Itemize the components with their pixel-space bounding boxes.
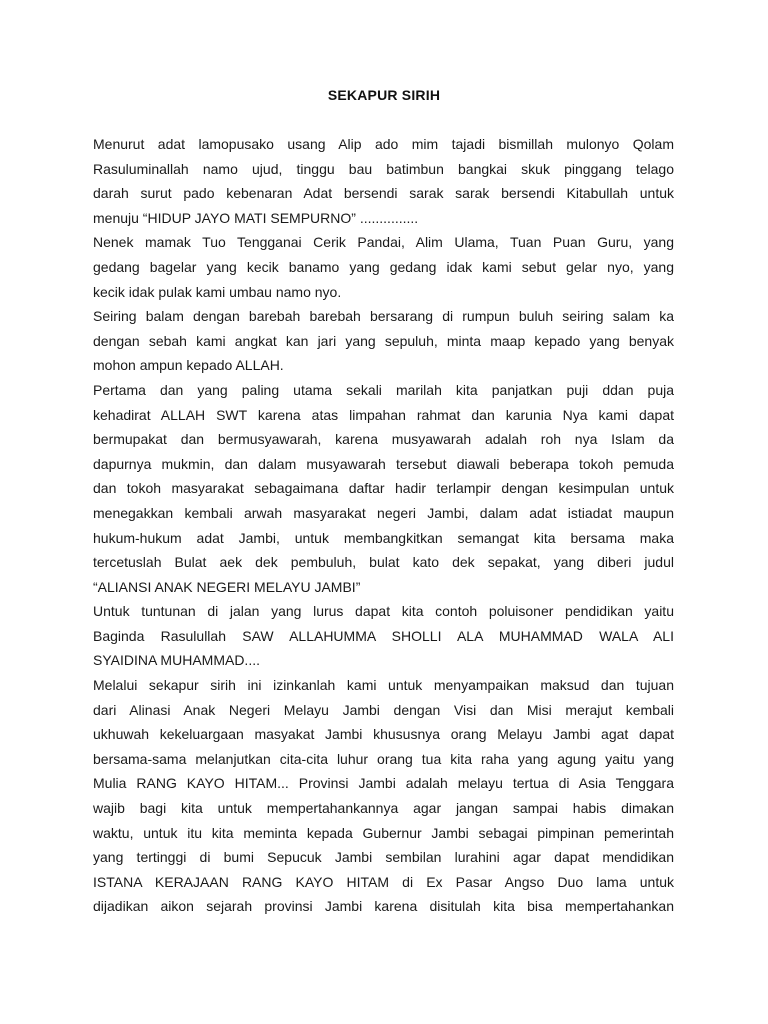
body-text-line: Untuk tuntunan di jalan yang lurus dapat kita contoh poluisoner pendidikan yaitu	[93, 603, 674, 620]
body-text-line: Pertama dan yang paling utama sekali marilah kita panjatkan puji ddan puja	[93, 381, 674, 398]
body-text-line: ISTANA KERAJAAN RANG KAYO HITAM di Ex Pasar Angso Duo lama untuk	[93, 873, 674, 890]
body-text-line: dan tokoh masyarakat sebagaimana daftar hadir terlampir dengan kesimpulan untuk	[93, 480, 674, 497]
body-text-line: Melalui sekapur sirih ini izinkanlah kami untuk menyampaikan maksud dan tujuan	[93, 677, 674, 694]
body-text-line: hukum-hukum adat Jambi, untuk membangkitkan semangat kita bersama maka	[93, 529, 674, 546]
body-text-line: Mulia RANG KAYO HITAM... Provinsi Jambi adalah melayu tertua di Asia Tenggara	[93, 775, 674, 792]
body-text-line: yang tertinggi di bumi Sepucuk Jambi sembilan lurahini agar dapat mendidikan	[93, 849, 674, 866]
body-text-line: dapurnya mukmin, dan dalam musyawarah tersebut diawali beberapa tokoh pemuda	[93, 455, 674, 472]
body-text-line: kehadirat ALLAH SWT karena atas limpahan rahmat dan karunia Nya kami dapat	[93, 406, 674, 423]
body-text-line: Baginda Rasulullah SAW ALLAHUMMA SHOLLI ALA MUHAMMAD WALA ALI	[93, 627, 674, 644]
body-text-line: Menurut adat lamopusako usang Alip ado mim tajadi bismillah mulonyo Qolam	[93, 136, 674, 152]
body-text-line: SYAIDINA MUHAMMAD....	[93, 652, 260, 669]
body-text-line: dengan sebah kami angkat kan jari yang sepuluh, minta maap kepado yang benyak	[93, 332, 674, 349]
body-text-line: waktu, untuk itu kita meminta kepada Gubernur Jambi sebagai pimpinan pemerintah	[93, 824, 674, 841]
body-text-line: darah surut pado kebenaran Adat bersendi sarak sarak bersendi Kitabullah untuk	[93, 185, 674, 202]
document-title: SEKAPUR SIRIH	[327, 87, 441, 103]
body-text-line: mohon ampun kepado ALLAH.	[93, 357, 284, 374]
body-text-line: bersama-sama melanjutkan cita-cita luhur orang tua kita raha yang agung yaitu yang	[93, 750, 674, 767]
body-text-line: menegakkan kembali arwah masyarakat negeri Jambi, dalam adat istiadat maupun	[93, 504, 674, 521]
body-text-line: Rasuluminallah namo ujud, tinggu bau batimbun bangkai skuk pinggang telago	[93, 160, 674, 177]
body-text-line: ukhuwah kekeluargaan masyakat Jambi khususnya orang Melayu Jambi agat dapat	[93, 726, 674, 743]
document-body	[93, 132, 674, 919]
body-text-line: dari Alinasi Anak Negeri Melayu Jambi dengan Visi dan Misi merajut kembali	[93, 701, 674, 718]
body-text-line: kecik idak pulak kami umbau namo nyo.	[93, 283, 342, 300]
body-text-line: gedang bagelar yang kecik banamo yang gedang idak kami sebut gelar nyo, yang	[93, 258, 674, 275]
body-text-line: bermupakat dan bermusyawarah, karena musyawarah adalah roh nya Islam da	[93, 431, 674, 448]
body-text-line: dijadikan aikon sejarah provinsi Jambi karena disitulah kita bisa mempertahankan	[93, 898, 674, 915]
body-text-line: tercetuslah Bulat aek dek pembuluh, bulat kato dek sepakat, yang diberi judul	[93, 554, 674, 571]
body-text-line: Seiring balam dengan barebah barebah bersarang di rumpun buluh seiring salam ka	[93, 308, 674, 325]
body-text-line: Nenek mamak Tuo Tengganai Cerik Pandai, Alim Ulama, Tuan Puan Guru, yang	[93, 234, 674, 251]
body-text-line: “ALIANSI ANAK NEGERI MELAYU JAMBI”	[93, 578, 361, 595]
body-text-line: menuju “HIDUP JAYO MATI SEMPURNO” ...............	[93, 209, 419, 226]
body-text-line: wajib bagi kita untuk mempertahankannya agar jangan sampai habis dimakan	[93, 800, 674, 817]
